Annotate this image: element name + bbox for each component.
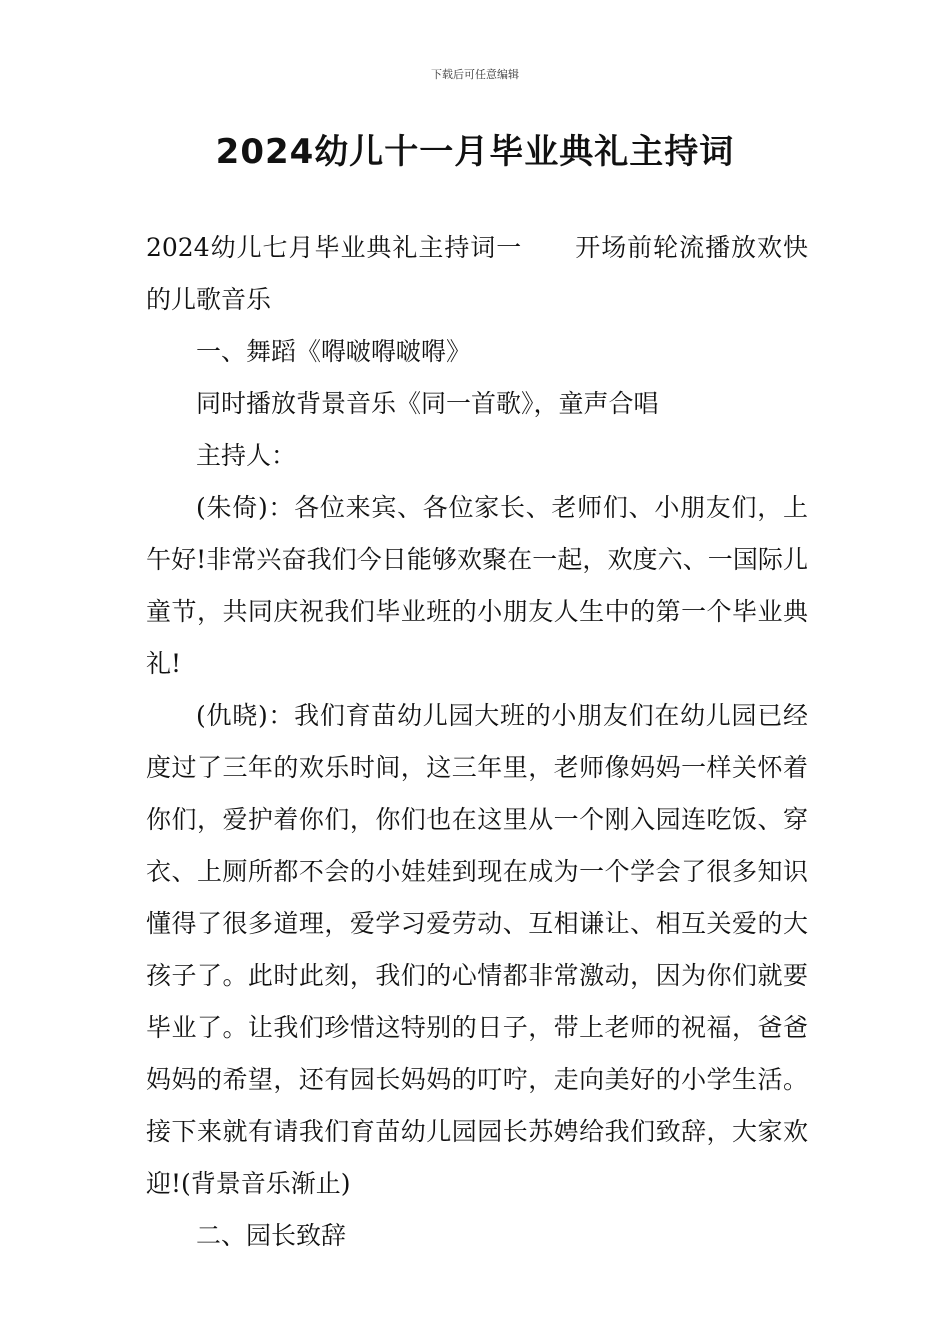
header-note: 下载后可任意编辑 [431, 68, 519, 81]
paragraph-music: 同时播放背景音乐《同一首歌》，童声合唱 [196, 389, 659, 418]
intro-paragraph [146, 222, 808, 326]
document-body [146, 222, 808, 1262]
intro-note: 开场前轮流播放欢快的儿歌音乐 [146, 233, 808, 314]
paragraph-host-zhu: (朱倚)：各位来宾、各位家长、老师们、小朋友们，上午好!非常兴奋我们今日能够欢聚在一起，欢度六、一国际儿童节，共同庆祝我们毕业班的小朋友人生中的第一个毕业典礼! [146, 493, 808, 678]
document-title: 2024幼儿十一月毕业典礼主持词 [215, 132, 735, 172]
section-heading-dance: 一、舞蹈《嘚啵嘚啵嘚》 [196, 337, 472, 366]
paragraph-host-label: 主持人： [196, 441, 297, 470]
section-heading-speech: 二、园长致辞 [196, 1221, 347, 1250]
paragraph-host-qiu: (仇晓)：我们育苗幼儿园大班的小朋友们在幼儿园已经度过了三年的欢乐时间，这三年里，老师像妈妈一样关怀着你们，爱护着你们，你们也在这里从一个刚入园连吃饭、穿衣、上厕所都不会的小娃娃到现在成为一个学会了很多知识懂得了很多道理，爱学习爱劳动、互相谦让、相互关爱的大孩子了。此时此刻，我们的心情都非常激动，因为你们就要毕业了。让我们珍惜这特别的日子，带上老师的祝福，爸爸妈妈的希望，还有园长妈妈的叮咛，走向美好的小学生活。接下来就有请我们育苗幼儿园园长苏娉给我们致辞，大家欢迎!(背景音乐渐止) [146, 701, 808, 1198]
intro-heading: 2024幼儿七月毕业典礼主持词一 [146, 233, 523, 262]
